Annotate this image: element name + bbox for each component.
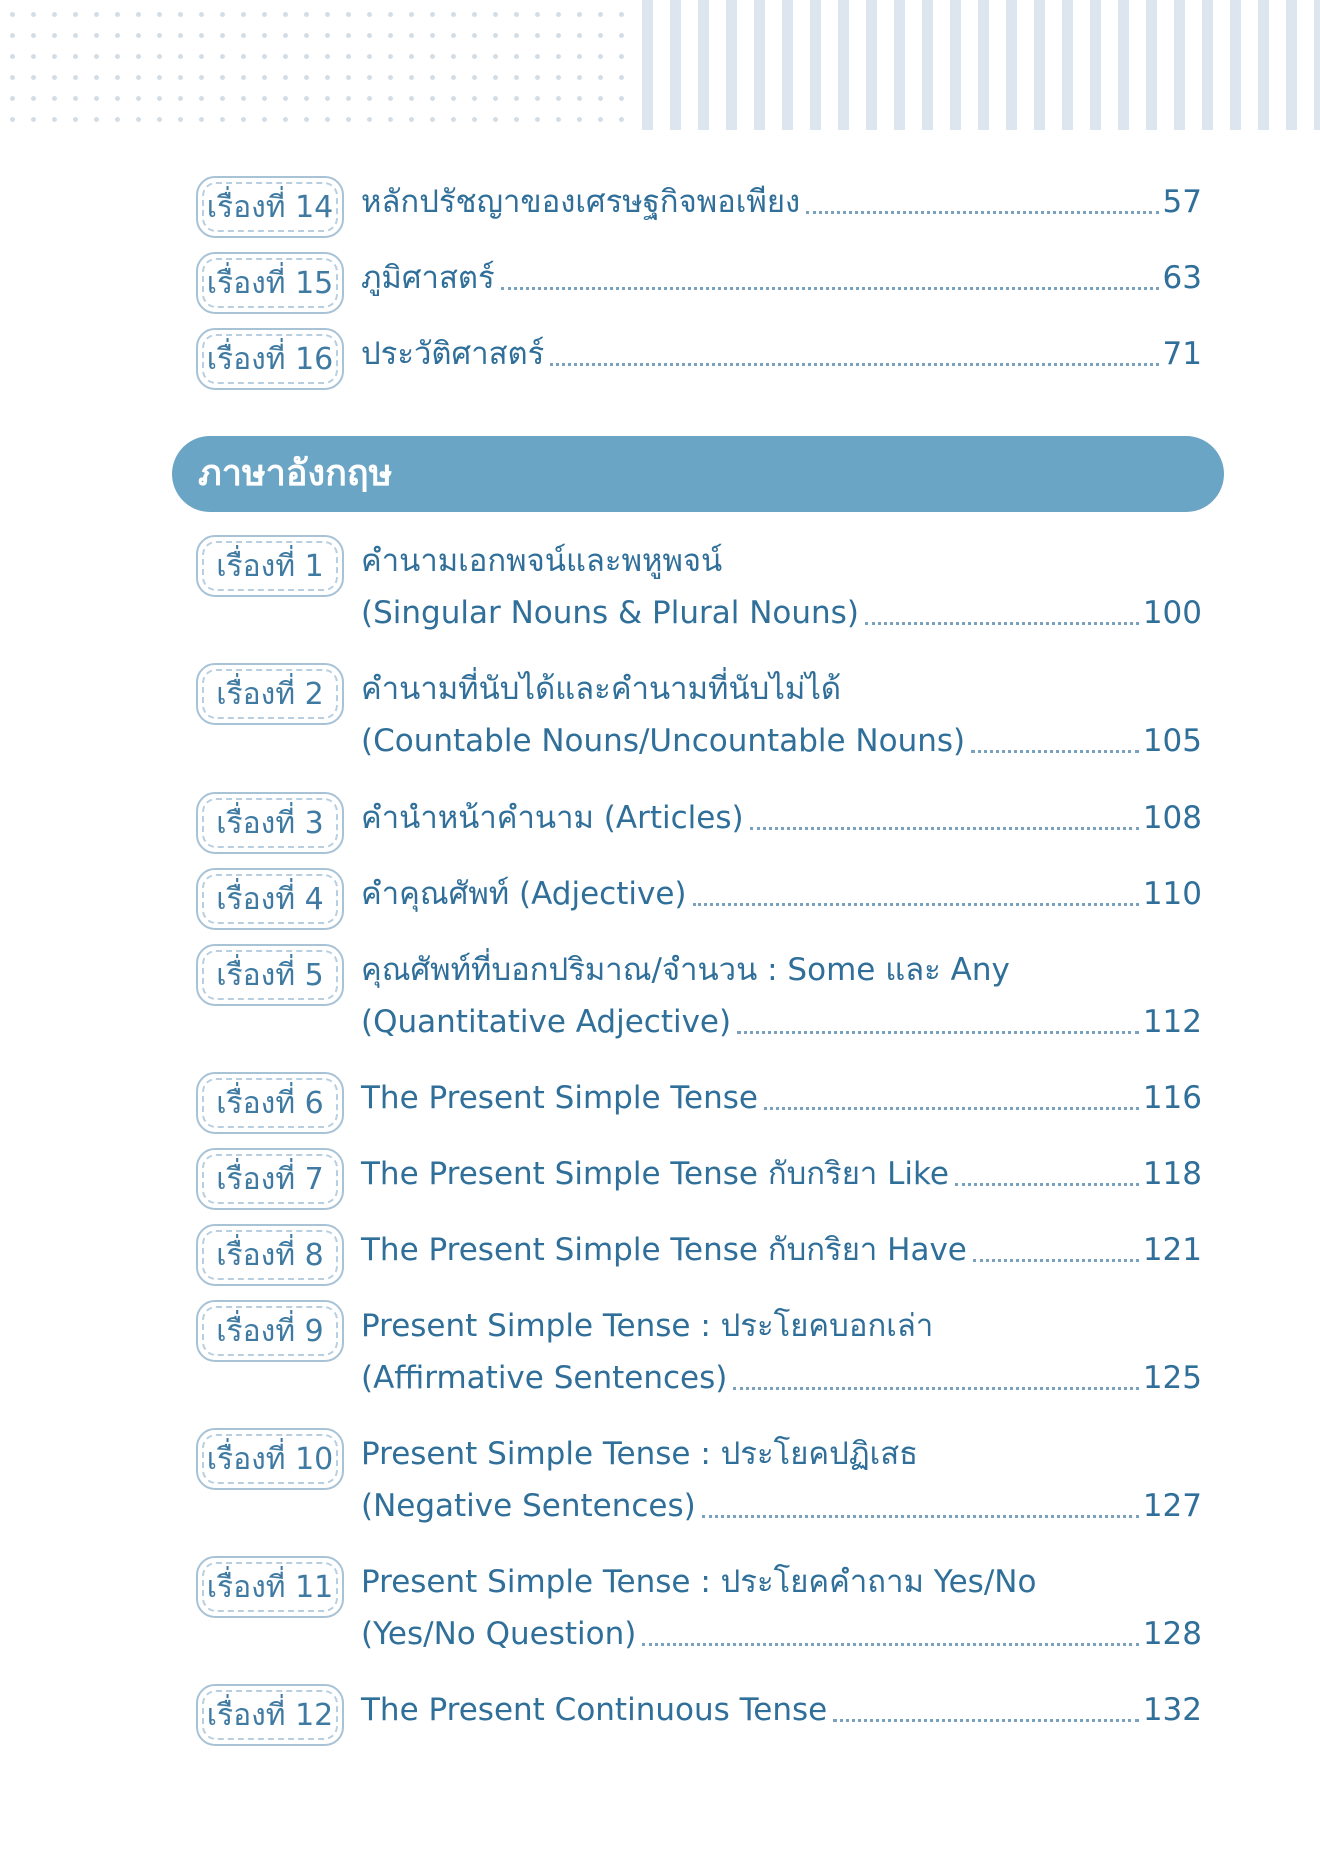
entry-title: คำนามเอกพจน์และพหูพจน์ bbox=[361, 543, 723, 579]
entry-subtitle: (Singular Nouns & Plural Nouns) bbox=[361, 595, 859, 631]
chapter-badge bbox=[196, 1428, 344, 1490]
entry-subtitle: (Quantitative Adjective) bbox=[361, 1004, 732, 1040]
page-number: 108 bbox=[1142, 800, 1202, 836]
page-number: 132 bbox=[1142, 1692, 1202, 1728]
chapter-badge-label: เรื่องที่ 2 bbox=[202, 669, 338, 719]
chapter-badge-label: เรื่องที่ 4 bbox=[202, 874, 338, 924]
chapter-badge bbox=[196, 792, 344, 854]
dot-leader bbox=[833, 1719, 1139, 1722]
chapter-badge-label: เรื่องที่ 9 bbox=[202, 1306, 338, 1356]
entry-title: ภูมิศาสตร์ bbox=[361, 260, 495, 296]
chapter-badge-label: เรื่องที่ 15 bbox=[202, 258, 338, 308]
page-number: 105 bbox=[1142, 723, 1202, 759]
chapter-badge bbox=[196, 252, 344, 314]
entry-title: Present Simple Tense : ประโยคคำถาม Yes/No bbox=[361, 1564, 1037, 1600]
chapter-badge-label: เรื่องที่ 1 bbox=[202, 541, 338, 591]
page-number: 71 bbox=[1162, 336, 1202, 372]
entry-title: ประวัติศาสตร์ bbox=[361, 336, 545, 372]
section-title: ภาษาอังกฤษ bbox=[198, 453, 393, 494]
dot-leader bbox=[733, 1387, 1138, 1390]
page-number: 100 bbox=[1142, 595, 1202, 631]
page-number: 112 bbox=[1142, 1004, 1202, 1040]
chapter-badge bbox=[196, 1072, 344, 1134]
dot-leader bbox=[955, 1183, 1139, 1186]
page-number: 127 bbox=[1142, 1488, 1202, 1524]
section-header bbox=[172, 436, 1224, 512]
dot-leader bbox=[764, 1107, 1139, 1110]
dot-leader bbox=[642, 1643, 1138, 1646]
page-number: 118 bbox=[1142, 1156, 1202, 1192]
chapter-badge-label: เรื่องที่ 8 bbox=[202, 1230, 338, 1280]
entry-title: The Present Simple Tense กับกริยา Have bbox=[361, 1232, 967, 1268]
dot-leader bbox=[501, 287, 1159, 290]
dot-leader bbox=[737, 1031, 1139, 1034]
dot-leader bbox=[865, 622, 1139, 625]
dot-leader bbox=[750, 827, 1139, 830]
chapter-badge-label: เรื่องที่ 14 bbox=[202, 182, 338, 232]
page-number: 125 bbox=[1142, 1360, 1202, 1396]
chapter-badge bbox=[196, 1684, 344, 1746]
page-number: 63 bbox=[1162, 260, 1202, 296]
chapter-badge-label: เรื่องที่ 12 bbox=[202, 1690, 338, 1740]
chapter-badge bbox=[196, 176, 344, 238]
entry-subtitle: (Affirmative Sentences) bbox=[361, 1360, 728, 1396]
page-number: 128 bbox=[1142, 1616, 1202, 1652]
chapter-badge-label: เรื่องที่ 10 bbox=[202, 1434, 338, 1484]
dot-leader bbox=[702, 1515, 1139, 1518]
dot-leader bbox=[971, 750, 1139, 753]
page-number: 110 bbox=[1142, 876, 1202, 912]
entry-title: คุณศัพท์ที่บอกปริมาณ/จำนวน : Some และ Any bbox=[361, 952, 1010, 988]
chapter-badge bbox=[196, 1300, 344, 1362]
page-number: 121 bbox=[1142, 1232, 1202, 1268]
page-number: 116 bbox=[1142, 1080, 1202, 1116]
chapter-badge bbox=[196, 663, 344, 725]
entry-title: คำนามที่นับได้และคำนามที่นับไม่ได้ bbox=[361, 671, 842, 707]
page-number: 57 bbox=[1162, 184, 1202, 220]
dot-leader bbox=[693, 903, 1139, 906]
chapter-badge-label: เรื่องที่ 11 bbox=[202, 1562, 338, 1612]
chapter-badge-label: เรื่องที่ 7 bbox=[202, 1154, 338, 1204]
chapter-badge-label: เรื่องที่ 6 bbox=[202, 1078, 338, 1128]
chapter-badge-label: เรื่องที่ 5 bbox=[202, 950, 338, 1000]
dot-leader bbox=[806, 211, 1158, 214]
entry-title: The Present Simple Tense กับกริยา Like bbox=[361, 1156, 949, 1192]
entry-title: Present Simple Tense : ประโยคปฏิเสธ bbox=[361, 1436, 919, 1472]
entry-subtitle: (Yes/No Question) bbox=[361, 1616, 637, 1652]
entry-title: Present Simple Tense : ประโยคบอกเล่า bbox=[361, 1308, 934, 1344]
chapter-badge bbox=[196, 1224, 344, 1286]
entry-subtitle: (Negative Sentences) bbox=[361, 1488, 696, 1524]
entry-subtitle: (Countable Nouns/Uncountable Nouns) bbox=[361, 723, 966, 759]
entry-title: คำคุณศัพท์ (Adjective) bbox=[361, 876, 687, 912]
chapter-badge-label: เรื่องที่ 3 bbox=[202, 798, 338, 848]
entry-title: The Present Continuous Tense bbox=[361, 1692, 828, 1728]
chapter-badge-label: เรื่องที่ 16 bbox=[202, 334, 338, 384]
entry-title: The Present Simple Tense bbox=[361, 1080, 758, 1116]
chapter-badge bbox=[196, 868, 344, 930]
dot-leader bbox=[973, 1259, 1139, 1262]
chapter-badge bbox=[196, 1148, 344, 1210]
chapter-badge bbox=[196, 535, 344, 597]
chapter-badge bbox=[196, 944, 344, 1006]
chapter-badge bbox=[196, 328, 344, 390]
entry-title: คำนำหน้าคำนาม (Articles) bbox=[361, 800, 744, 836]
entry-title: หลักปรัชญาของเศรษฐกิจพอเพียง bbox=[361, 184, 801, 220]
dot-leader bbox=[550, 363, 1158, 366]
chapter-badge bbox=[196, 1556, 344, 1618]
